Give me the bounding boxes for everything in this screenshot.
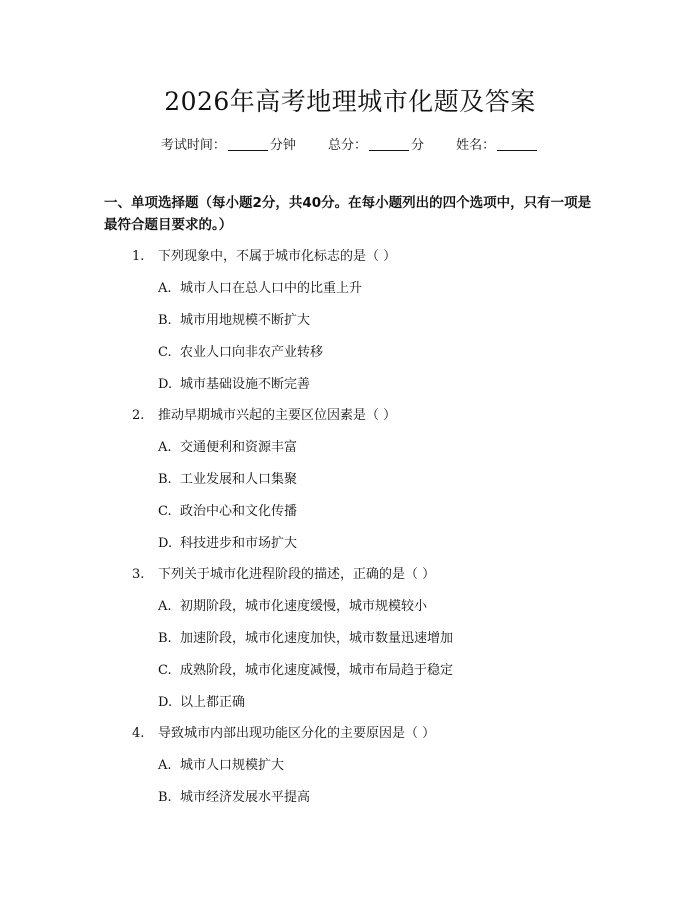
option-text: 城市人口规模扩大 <box>180 758 285 773</box>
question-text: 导致城市内部出现功能区分化的主要原因是（ ） <box>158 726 436 741</box>
option-letter: D. <box>158 536 173 551</box>
option-letter: D. <box>158 377 173 392</box>
option-text: 加速阶段，城市化速度加快，城市数量迅速增加 <box>180 631 454 646</box>
exam-meta <box>0 134 700 153</box>
time-blank <box>228 138 268 151</box>
score-blank <box>369 138 409 151</box>
option-text: 以上都正确 <box>180 695 246 710</box>
option-letter: B. <box>158 631 172 646</box>
question-4 <box>132 722 435 741</box>
option-text: 成熟阶段，城市化速度减慢，城市布局趋于稳定 <box>180 663 454 678</box>
option-2c <box>158 500 297 519</box>
score-label: 总分： <box>327 138 367 153</box>
student-name <box>456 134 539 153</box>
option-letter: C. <box>158 345 172 360</box>
option-3c <box>158 659 453 678</box>
option-4b <box>158 786 310 805</box>
section-heading: 一、单项选择题（每小题2分，共40分。在每小题列出的四个选项中，只有一项是最符合题目要求的。） <box>104 195 592 233</box>
option-1c <box>158 341 323 360</box>
question-2 <box>132 404 396 423</box>
option-text: 城市基础设施不断完善 <box>180 377 311 392</box>
option-text: 城市经济发展水平提高 <box>180 790 311 805</box>
option-1a <box>158 277 362 296</box>
name-blank <box>497 138 537 151</box>
score-unit: 分 <box>411 138 425 153</box>
option-3a <box>158 595 427 614</box>
question-1 <box>132 245 396 264</box>
option-letter: B. <box>158 472 172 487</box>
option-1d <box>158 373 310 392</box>
option-letter: A. <box>158 281 172 296</box>
option-3d <box>158 691 245 710</box>
question-3 <box>132 563 435 582</box>
question-text: 推动早期城市兴起的主要区位因素是（ ） <box>158 408 397 423</box>
option-letter: B. <box>158 313 172 328</box>
option-2b <box>158 468 297 487</box>
question-number: 2. <box>132 408 145 423</box>
option-text: 初期阶段，城市化速度缓慢，城市规模较小 <box>180 599 428 614</box>
question-text: 下列关于城市化进程阶段的描述，正确的是（ ） <box>158 567 436 582</box>
option-letter: B. <box>158 790 172 805</box>
option-2d <box>158 532 297 551</box>
name-label: 姓名： <box>456 138 496 153</box>
option-text: 政治中心和文化传播 <box>180 504 298 519</box>
option-2a <box>158 436 297 455</box>
option-text: 交通便利和资源丰富 <box>180 440 298 455</box>
option-letter: A. <box>158 440 172 455</box>
exam-time <box>161 134 296 153</box>
option-3b <box>158 627 453 646</box>
question-text: 下列现象中，不属于城市化标志的是（ ） <box>158 249 397 264</box>
option-text: 科技进步和市场扩大 <box>180 536 298 551</box>
option-letter: A. <box>158 758 172 773</box>
time-unit: 分钟 <box>269 138 296 153</box>
option-letter: A. <box>158 599 172 614</box>
question-number: 4. <box>132 726 145 741</box>
option-1b <box>158 309 310 328</box>
total-score <box>328 134 424 153</box>
option-letter: D. <box>158 695 173 710</box>
option-4a <box>158 754 284 773</box>
option-text: 工业发展和人口集聚 <box>180 472 298 487</box>
question-number: 3. <box>132 567 145 582</box>
option-letter: C. <box>158 663 172 678</box>
page-title: 2026年高考地理城市化题及答案 <box>164 87 536 116</box>
time-label: 考试时间： <box>160 138 226 153</box>
option-text: 农业人口向非农产业转移 <box>180 345 324 360</box>
option-text: 城市用地规模不断扩大 <box>180 313 311 328</box>
option-letter: C. <box>158 504 172 519</box>
option-text: 城市人口在总人口中的比重上升 <box>180 281 363 296</box>
question-number: 1. <box>132 249 145 264</box>
